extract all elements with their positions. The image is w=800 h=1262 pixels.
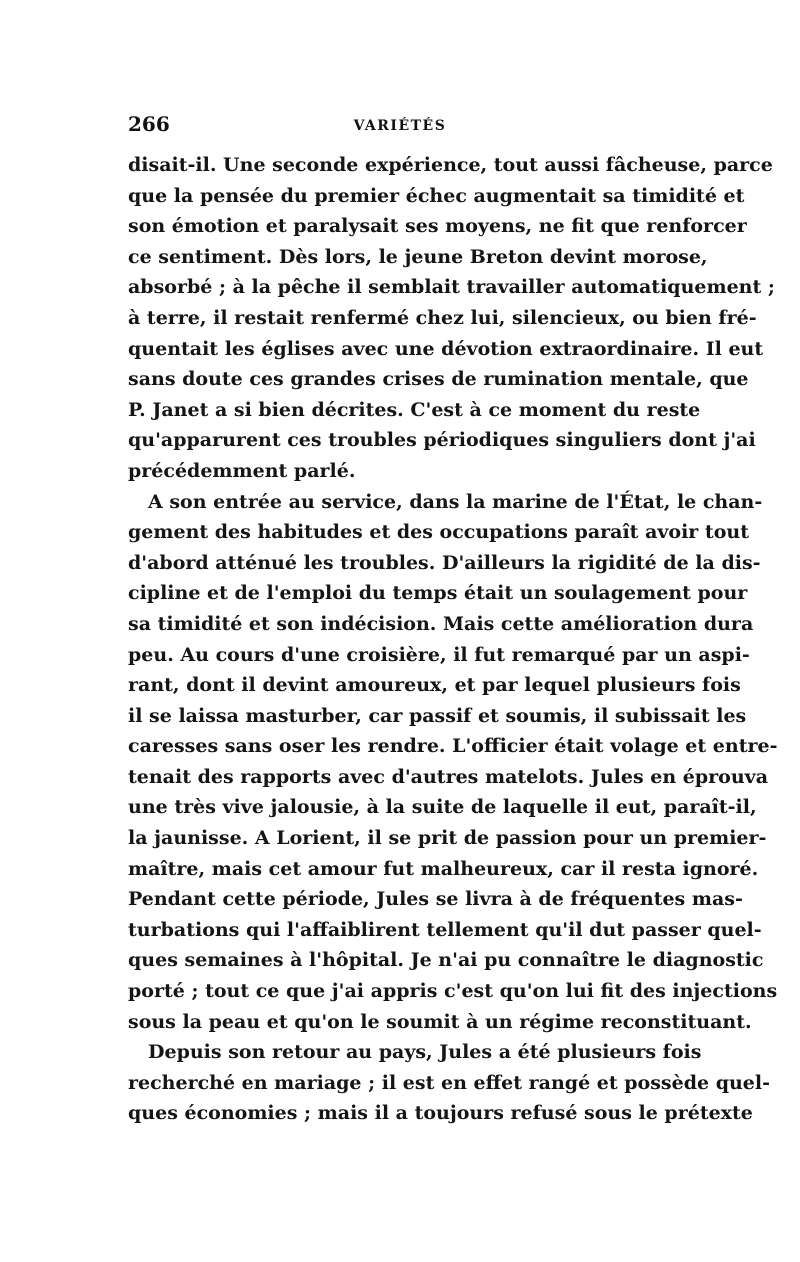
page-header [128,112,672,142]
text-line: Depuis son retour au pays, Jules a été plusieurs fois [148,1041,702,1064]
text-line: gement des habitudes et des occupations paraît avoir tout [128,521,749,544]
text-line: maître, mais cet amour fut malheureux, car il resta ignoré. [128,857,759,880]
text-line: son émotion et paralysait ses moyens, ne fit que renforcer [128,215,747,238]
text-line: ce sentiment. Dès lors, le jeune Breton devint morose, [128,245,708,268]
text-line: à terre, il restait renfermé chez lui, silencieux, ou bien fré- [128,306,757,329]
text-line: sous la peau et qu'on le soumit à un régime reconstituant. [128,1010,752,1033]
text-line: P. Janet a si bien décrites. C'est à ce moment du reste [128,398,701,421]
paragraph [128,150,775,487]
text-line: recherché en mariage ; il est en effet rangé et possède quel- [128,1071,770,1094]
text-line: précédemment parlé. [128,459,356,482]
text-line: une très vive jalousie, à la suite de laquelle il eut, paraît-il, [128,796,757,819]
text-line: A son entrée au service, dans la marine de l'État, le chan- [148,490,763,513]
page-number: 266 [128,112,170,136]
running-head: VARIÉTÉS [353,118,447,134]
text-line: caresses sans oser les rendre. L'officier était volage et entre- [128,735,778,758]
text-line: qu'apparurent ces troubles périodiques singuliers dont j'ai [128,429,756,452]
text-line: porté ; tout ce que j'ai appris c'est qu'on lui fit des injections [128,980,778,1003]
text-line: sa timidité et son indécision. Mais cette amélioration dura [128,612,754,635]
text-line: absorbé ; à la pêche il semblait travailler automatiquement ; [128,276,775,299]
text-line: peu. Au cours d'une croisière, il fut remarqué par un aspi- [128,643,750,666]
text-line: tenait des rapports avec d'autres matelots. Jules en éprouva [128,765,769,788]
text-line: il se laissa masturber, car passif et soumis, il subissait les [128,704,747,727]
text-line: sans doute ces grandes crises de rumination mentale, que [128,368,749,391]
text-line: rant, dont il devint amoureux, et par lequel plusieurs fois [128,674,741,697]
text-line: ques semaines à l'hôpital. Je n'ai pu connaître le diagnostic [128,949,764,972]
text-line: turbations qui l'affaiblirent tellement qu'il dut passer quel- [128,918,762,941]
text-line: d'abord atténué les troubles. D'ailleurs la rigidité de la dis- [128,551,761,574]
paragraph [128,1037,770,1129]
text-line: Pendant cette période, Jules se livra à de fréquentes mas- [128,888,743,911]
text-line: ques économies ; mais il a toujours refusé sous le prétexte [128,1102,753,1125]
text-line: cipline et de l'emploi du temps était un soulagement pour [128,582,748,605]
text-line: quentait les églises avec une dévotion extraordinaire. Il eut [128,337,764,360]
body-text [128,150,778,1129]
paragraph [128,487,778,1038]
text-line: disait-il. Une seconde expérience, tout aussi fâcheuse, parce [128,154,773,176]
text-line: la jaunisse. A Lorient, il se prit de passion pour un premier- [128,827,767,850]
text-line: que la pensée du premier échec augmentait sa timidité et [128,184,745,207]
